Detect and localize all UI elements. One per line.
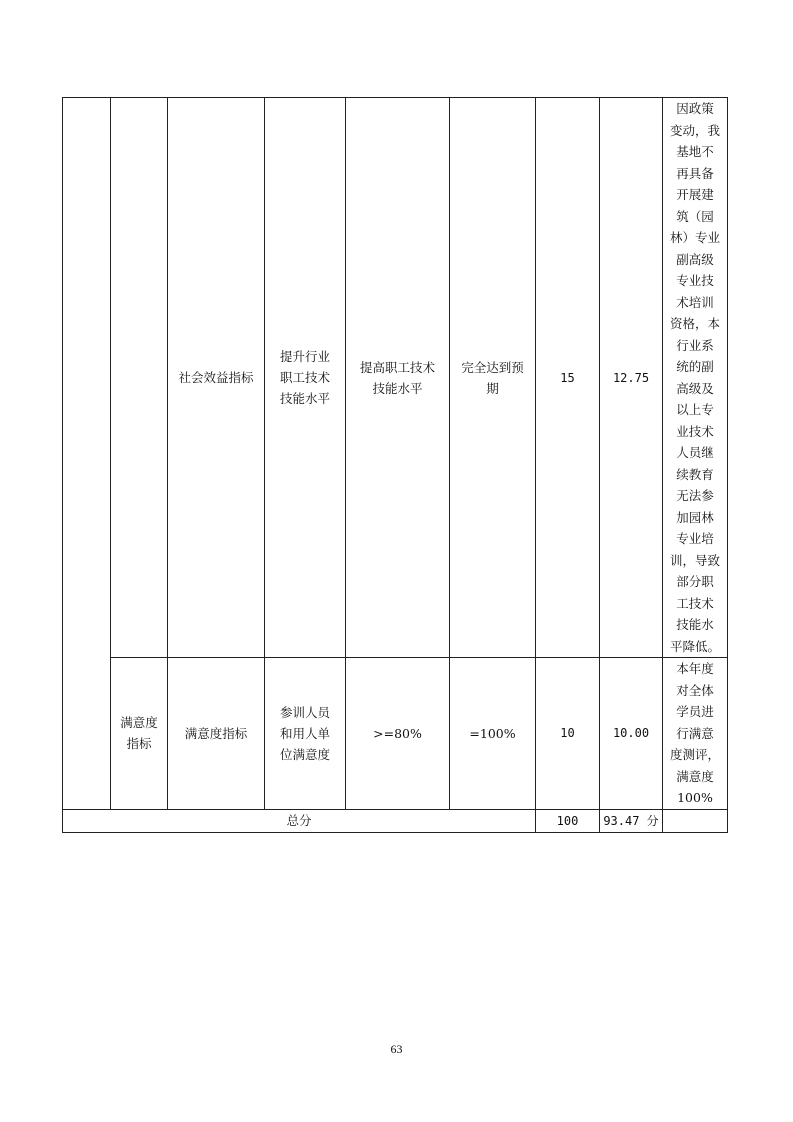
total-label-cell: 总分	[63, 809, 536, 832]
weight-cell: 10	[536, 658, 600, 810]
total-score-cell: 93.47 分	[600, 809, 663, 832]
note-cell: 本年度 对全体 学员进 行满意 度测评， 满意度 100%	[663, 658, 728, 810]
secondary-indicator-cell	[111, 98, 168, 658]
actual-value-cell: =100%	[450, 658, 536, 810]
target-value-cell: >=80%	[346, 658, 450, 810]
score-cell: 12.75	[600, 98, 663, 658]
primary-indicator-cell	[63, 98, 111, 810]
tertiary-indicator-cell: 社会效益指标	[168, 98, 265, 658]
note-cell: 因政策 变动，我 基地不 再具备 开展建 筑（园 林）专业 副高级 专业技 术培训 资格，本 行业系 统的副 高级及 以上专 业技术 人员继 续教育 无法参 加园林 专业培 训，导致 部分职 工技术 技能水 平降低。	[663, 98, 728, 658]
target-value-cell: 提高职工技术 技能水平	[346, 98, 450, 658]
weight-cell: 15	[536, 98, 600, 658]
table-row	[63, 658, 728, 810]
indicator-content-cell: 提升行业 职工技术 技能水平	[265, 98, 346, 658]
score-cell: 10.00	[600, 658, 663, 810]
total-row	[63, 809, 728, 832]
total-note-cell	[663, 809, 728, 832]
tertiary-indicator-cell: 满意度指标	[168, 658, 265, 810]
secondary-indicator-cell: 满意度 指标	[111, 658, 168, 810]
performance-evaluation-table	[62, 97, 728, 833]
table-row	[63, 98, 728, 658]
total-weight-cell: 100	[536, 809, 600, 832]
page-number: 63	[390, 1042, 403, 1056]
actual-value-cell: 完全达到预 期	[450, 98, 536, 658]
indicator-content-cell: 参训人员 和用人单 位满意度	[265, 658, 346, 810]
